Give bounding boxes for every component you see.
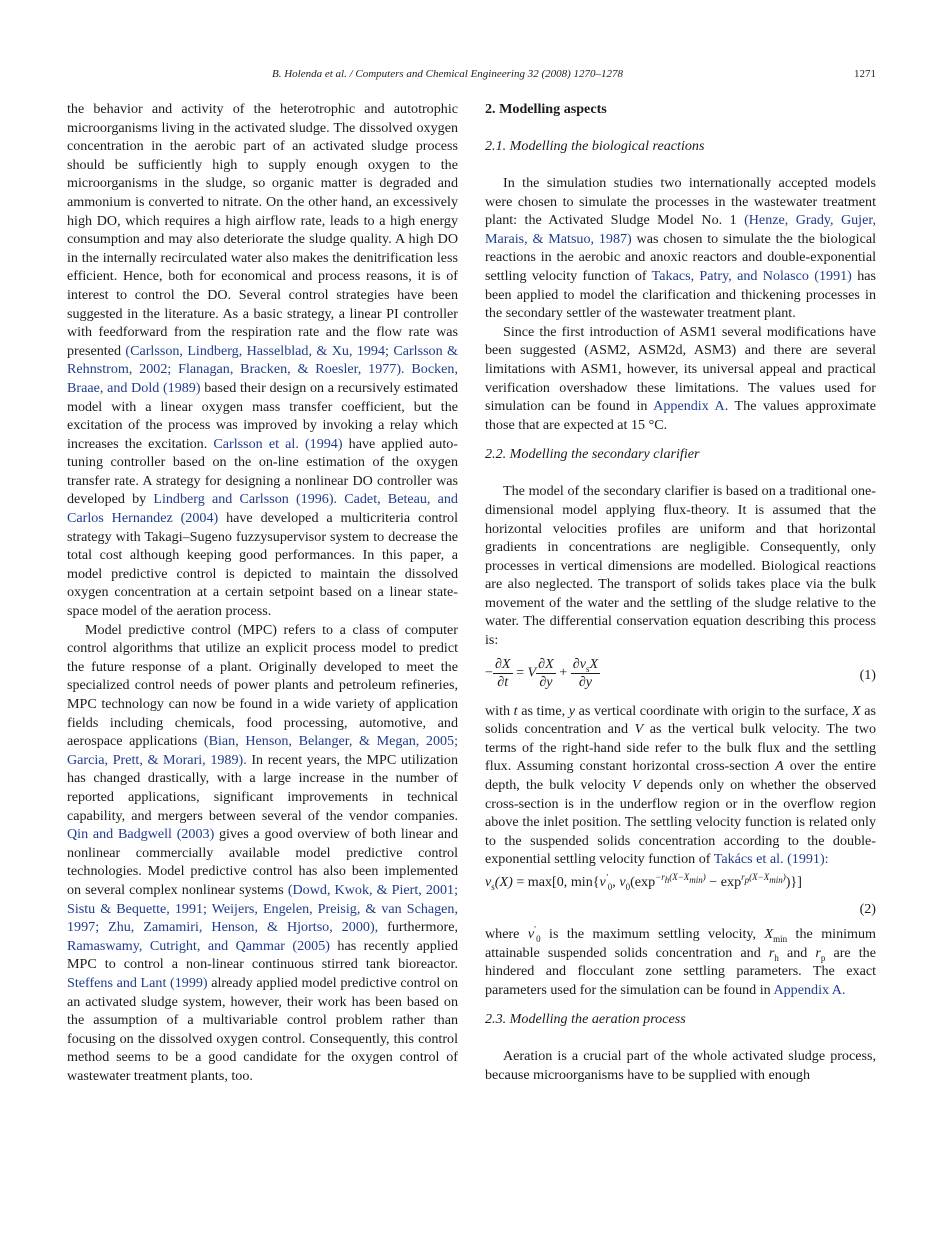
right-column bbox=[485, 100, 876, 1085]
equation-2: $v_s(X) = \max[0$, $\min\{v'_0$, $v_0(\exp^{-r_h(X-X_{min})} - \exp^{r_p(X-X_{min})})$}] (2) bbox=[485, 872, 876, 917]
running-head bbox=[272, 68, 876, 80]
paragraph-aeration: Aeration is a crucial part of the whole activated sludge process, because microorganisms have to be supplied with enough bbox=[485, 1048, 876, 1083]
citation-link[interactable]: (Dowd, Kwok, & Piert, 2001; Sistu & Bequette, 1991; Weijers, Engelen, Preisig, & van Schagen, 1997; Zhu, Zamamiri, Henson, & Hjortso, 2000), bbox=[67, 881, 458, 936]
citation-link[interactable]: (Carlsson, Lindberg, Hasselblad, & Xu, 1994; Carlsson & Rehnstrom, 2002; Flanagan, Bracken, & Roesler, 1977). bbox=[67, 342, 458, 378]
citation-link[interactable]: Takács et al. (1991): bbox=[713, 851, 829, 868]
citation-link[interactable]: Steffens and Lant (1999) bbox=[67, 974, 208, 991]
equation-1: − $\frac{\partial X}{\partial t}$ = V $\frac{\partial X}{\partial y}$ + $\frac{\partial v_sX}{\partial y}$ (1) bbox=[485, 655, 876, 690]
citation-link[interactable]: Carlsson et al. (1994) bbox=[213, 435, 343, 452]
running-title: B. Holenda et al. / Computers and Chemical Engineering 32 (2008) 1270–1278 bbox=[272, 68, 624, 80]
subsection-title: 2.1. Modelling the biological reactions bbox=[485, 138, 705, 154]
paragraph-secondary-clarifier: The model of the secondary clarifier is based on a traditional one-dimensional model applying flux-theory. It is assumed that the horizontal velocities profiles are uniform and that horizontal gradients in concentrations are negligible. Consequently, only processes in vertical dimensions are modelled. Biological reactions are also neglected. The transport of solids takes place via the bulk movement of the water and the settling of the sludge relative to the water. The differential conservation equation describing this process is: bbox=[485, 483, 876, 649]
citation-link[interactable]: Lindberg and Carlsson (1996). bbox=[153, 491, 338, 508]
appendix-link[interactable]: Appendix A. bbox=[773, 981, 846, 998]
citation-link[interactable]: (Henze, Grady, Gujer, Marais, & Matsuo, 1987) bbox=[485, 212, 876, 247]
citation-link[interactable]: Takacs, Patry, and Nolasco (1991) bbox=[651, 267, 852, 284]
appendix-link[interactable]: Appendix A bbox=[653, 398, 725, 415]
citation-link[interactable]: Ramaswamy, Cutright, and Qammar (2005) bbox=[67, 937, 330, 954]
citation-link[interactable]: Cadet, Beteau, and Carlos Hernandez (2004) bbox=[67, 491, 458, 527]
page-number: 1271 bbox=[854, 68, 876, 80]
citation-link[interactable]: Qin and Badgwell (2003) bbox=[67, 826, 215, 843]
section-title: 2. Modelling aspects bbox=[485, 101, 607, 117]
paragraph-mpc: Model predictive control (MPC) refers to a class of computer control algorithms that utilize an explicit process model to predict the future response of a plant. Originally developed to meet the specialized control needs of power plants and petroleum refineries, MPC technology can now be found in a wide variety of application fields including chemicals, food processing, automotive, and aerospace applications (Bian, Henson, Belanger, & Megan, 2005; Garcia, Prett, & Morari, 1989). In recent years, the MPC utilization has changed drastically, with a large increase in the number of reported applications, significant improvements in technical capability, and mergers between several of the vendor companies. Qin and Badgwell (2003) gives a good overview of both linear and nonlinear commercially available model predictive control technologies. Model predictive control has also been implemented on several complex nonlinear systems (Dowd, Kwok, & Piert, 2001; Sistu & Bequette, 1991; Weijers, Engelen, Preisig, & van Schagen, 1997; Zhu, Zamamiri, Henson, & Hjortso, 2000), furthermore, Ramaswamy, Cutright, and Qammar (2005) has recently applied MPC to control a non-linear continuous stirred tank bioreactor. Steffens and Lant (1999) already applied model predictive control on an activated sludge system, however, their work has been based on the assumption of a multivariable control problem rather than focusing on the dissolved oxygen control. Consequently, this control method seems to be a good candidate for the oxygen control of wastewater treatment plants, too. bbox=[67, 621, 459, 1084]
equation-number: (2) bbox=[859, 901, 876, 917]
paragraph-dissolved-oxygen: the behavior and activity of the heterotrophic and autotrophic microorganisms living in the activated sludge. The dissolved oxygen concentration in the aerobic part of an activated sludge process should be sufficiently high to supply enough oxygen to the microorganisms in the sludge, so organic matter is degraded and ammonium is converted to nitrate. On the other hand, an excessively high DO, which requires a high airflow rate, leads to a high energy consumption and may also deteriorate the sludge quality. A high DO in the internally recirculated water also makes the denitrification less efficient. Hence, both for economical and process reasons, it is of interest to control the DO. Several control strategies have been suggested in the literature. As a basic strategy, a linear PI controller with feedforward from the respiration rate and the flow rate was presented (Carlsson, Lindberg, Hasselblad, & Xu, 1994; Carlsson & Rehnstrom, 2002; Flanagan, Bracken, & Roesler, 1977). Bocken, Braae, and Dold (1989) based their design on a recursively estimated model with a linear oxygen mass transfer coefficient, but the excitation of the process was improved by invoking a relay which increases the excitation. Carlsson et al. (1994) have applied auto-tuning controller based on the on-line estimation of the oxygen transfer rate. A strategy for designing a nonlinear DO controller was developed by Lindberg and Carlsson (1996). Cadet, Beteau, and Carlos Hernandez (2004) have developed a multicriteria control strategy with Takagi–Sugeno fuzzysupervisor system to decrease the total cost although keeping good performances. In this paper, a model predictive control is depicted to maintain the dissolved oxygen concentration at a certain setpoint based on a linear state-space model of the aeration process. bbox=[67, 101, 458, 620]
subsection-title: 2.2. Modelling the secondary clarifier bbox=[485, 446, 700, 463]
paragraph-biological-reactions: In the simulation studies two internationally accepted models were chosen to simulate the processes in the wastewater treatment plant: the Activated Sludge Model No. 1 (Henze, Grady, Gujer, Marais, & Matsuo, 1987) was chosen to simulate the the biological reactions in the aerobic and anoxic reactors and double-exponential settling velocity function of Takacs, Patry, and Nolasco (1991) has been applied to model the clarification and thickening processes in the secondary settler of the wastewater treatment plant. bbox=[485, 175, 876, 322]
paragraph-flux-terms: with t as time, y as vertical coordinate with origin to the surface, X as solids concentration and V as the vertical bulk velocity. The two terms of the right-hand side refer to the bulk flux and the settling flux. Assuming constant horizontal cross-section A over the entire depth, the bulk velocity V depends only on whether the observed cross-section is in the underflow region or in the overflow region above the inlet position. The settling velocity function is related only to the suspended solids concentration according to the double-exponential settling velocity function of Takács et al. (1991): bbox=[485, 702, 877, 868]
citation-link[interactable]: Bocken, Braae, and Dold (1989) bbox=[67, 361, 458, 396]
paragraph-asm1: Since the first introduction of ASM1 several modifications have been suggested (ASM2, ASM2d, ASM3) and there are several limitations with ASM1, however, its universal appeal and practical verification overshadow these limitations. The values used for simulation can be found in Appendix A. The values approximate those that are expected at 15 °C. bbox=[485, 323, 876, 433]
paragraph-settling-params: where $v'_0$ is the maximum settling velocity, $X_{min}$ the minimum attainable suspended solids concentration and $r_h$ and $r_p$ are the hindered and flocculant zone settling parameters. The exact parameters used for the simulation can be found in Appendix A. bbox=[485, 924, 877, 998]
subsection-title: 2.3. Modelling the aeration process bbox=[485, 1011, 686, 1028]
equation-number: (1) bbox=[859, 666, 876, 683]
citation-link[interactable]: (Bian, Henson, Belanger, & Megan, 2005; Garcia, Prett, & Morari, 1989). bbox=[67, 733, 458, 768]
left-column bbox=[67, 100, 458, 1085]
